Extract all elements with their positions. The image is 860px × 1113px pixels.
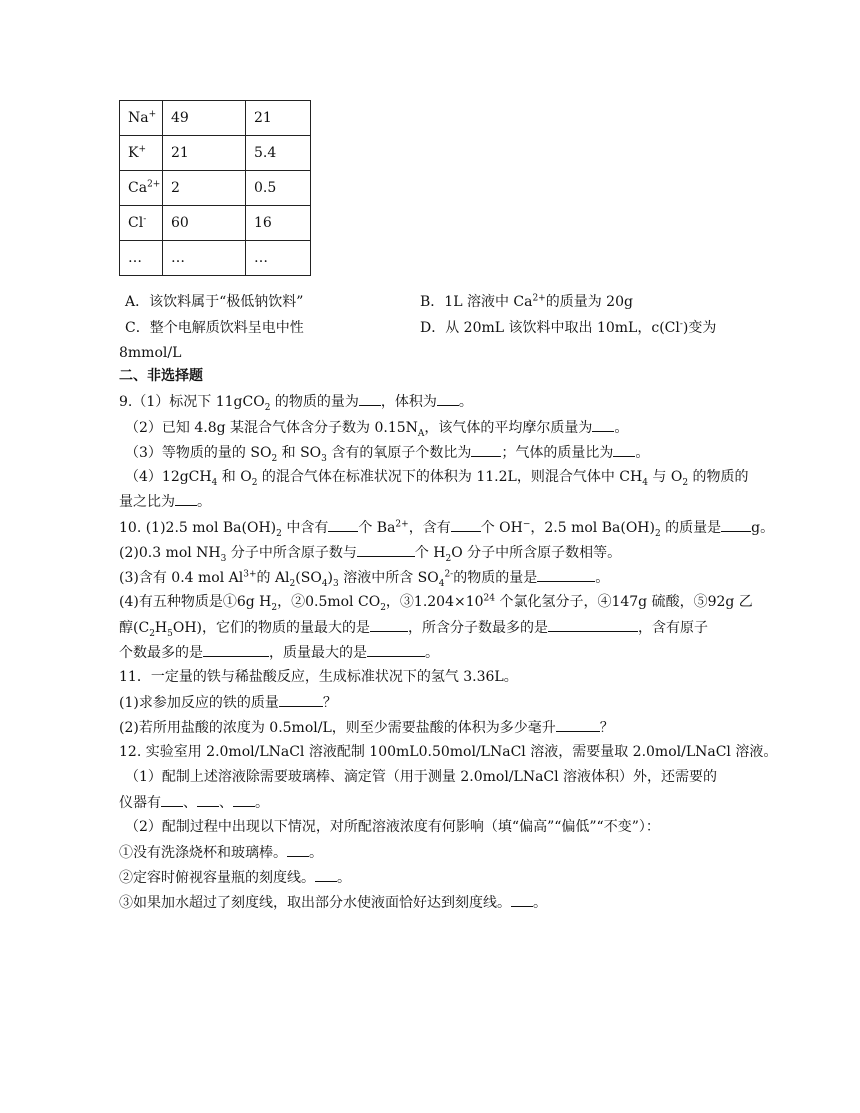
subscript: 2 [271, 453, 278, 464]
answer-blank [359, 391, 381, 406]
text-segment: 和 SO [277, 445, 322, 461]
text-segment: ，2.5 mol Ba(OH) [530, 520, 655, 536]
text-segment: （2）已知 4.8g 某混合气体含分子数为 0.15N [125, 420, 418, 436]
text-segment: ①没有洗涤烧杯和玻璃棒。 [119, 845, 287, 861]
q11-stem: 11．一定量的铁与稀盐酸反应，生成标准状况下的氢气 3.36L。 [119, 669, 518, 685]
answer-blank [287, 842, 309, 857]
value-cell: 21 [163, 136, 246, 171]
table-row [120, 206, 311, 241]
subscript: 2 [289, 578, 296, 589]
text-segment: )变为 [682, 320, 717, 336]
text-segment: （3）等物质的量的 SO [125, 445, 272, 461]
text-segment: 。 [533, 895, 547, 911]
ion-charge: 2+ [147, 179, 161, 190]
q10-part4-line2 [119, 617, 708, 638]
superscript: 2- [444, 569, 454, 580]
ion-cell [120, 101, 163, 136]
table-row [120, 101, 311, 136]
value-cell: … [246, 241, 311, 276]
text-segment: g。 [751, 520, 775, 536]
ion-charge: - [143, 214, 147, 225]
q12-item2 [119, 867, 351, 888]
ion-charge: + [148, 109, 157, 120]
table-row [120, 241, 311, 276]
option-b [420, 292, 633, 312]
text-segment: 。 [255, 795, 269, 811]
text-segment: 的物质的量是 [453, 570, 538, 586]
answer-blank [279, 692, 323, 707]
ion-charge: + [138, 144, 147, 155]
text-segment: ，体积为 [380, 394, 437, 410]
value-cell: 16 [246, 206, 311, 241]
superscript: 3+ [243, 569, 257, 580]
text-segment: (SO [295, 570, 322, 586]
q10-part1 [119, 517, 774, 538]
value-cell: 5.4 [246, 136, 311, 171]
answer-blank [161, 792, 183, 807]
ion-cell [120, 241, 163, 276]
text-segment: 。 [337, 870, 351, 886]
answer-blank [203, 642, 269, 657]
superscript: − [522, 519, 531, 530]
text-segment: ，③1.204×10 [385, 594, 484, 610]
answer-blank [315, 867, 337, 882]
q9-part2 [125, 417, 628, 438]
value-cell: 2 [163, 171, 246, 206]
subscript: 2 [149, 628, 155, 639]
q9-part4-cont [119, 491, 211, 512]
text-segment: B．1L 溶液中 Ca [420, 294, 533, 310]
text-segment: 含有的氧原子个数比为 [326, 445, 472, 461]
text-segment: D．从 20mL 该饮料中取出 10mL，c(Cl [420, 320, 680, 336]
text-segment: 溶液中所含 SO [338, 570, 439, 586]
text-segment: 。 [425, 645, 439, 661]
text-segment: 。 [197, 494, 211, 510]
q11-part2 [119, 717, 614, 738]
q9-part3 [125, 442, 649, 463]
text-segment: ？ [599, 720, 614, 736]
text-segment: (4)有五种物质是①6g H [119, 594, 272, 610]
subscript: 3 [220, 553, 227, 564]
answer-blank [537, 567, 595, 582]
ion-cell [120, 136, 163, 171]
answer-blank [511, 892, 533, 907]
subscript: 3 [321, 453, 327, 464]
answer-blank [451, 517, 481, 532]
ion-cell [120, 206, 163, 241]
text-segment: 的物质的量为 [270, 394, 359, 410]
text-segment: 9.（1）标况下 11gCO [119, 394, 265, 410]
value-cell: … [163, 241, 246, 276]
section-heading: 二、非选择题 [119, 368, 203, 384]
value-cell: 49 [163, 101, 246, 136]
text-segment: ，所含分子数最多的是 [408, 620, 549, 636]
subscript: 2 [264, 402, 271, 413]
q9-part4 [125, 467, 749, 487]
superscript: 2+ [532, 293, 546, 304]
subscript: 3 [333, 578, 339, 589]
answer-blank [613, 442, 635, 457]
subscript: 2 [276, 528, 282, 539]
text-segment: 个 Ba [358, 520, 396, 536]
q12-part1: （1）配制上述溶液除需要玻璃棒、滴定管（用于测量 2.0mol/LNaCl 溶液体积）外，还需要的 [125, 769, 718, 785]
answer-blank [370, 617, 408, 632]
q12-part1-cont [119, 792, 269, 813]
text-segment: 与 O [647, 469, 683, 485]
ion-cell [120, 171, 163, 206]
text-segment: 个氯化氢分子，④147g 硫酸，⑤92g 乙 [495, 594, 753, 610]
text-segment: （4）12gCH [125, 469, 212, 485]
text-segment: 的混合气体在标准状况下的体积为 11.2L，则混合气体中 CH [257, 469, 643, 485]
text-segment: 。 [635, 445, 650, 461]
text-segment: 个 H [414, 545, 446, 561]
text-segment: (3)含有 0.4 mol Al [119, 570, 244, 586]
q9-part1 [119, 391, 473, 412]
subscript: 2 [380, 602, 386, 613]
text-segment: 。 [458, 394, 473, 410]
q11-part1 [119, 692, 337, 713]
answer-blank [548, 617, 638, 632]
text-segment: (2)若所用盐酸的浓度为 0.5mol/L，则至少需要盐酸的体积为多少毫升 [119, 720, 556, 736]
q12-item3 [119, 892, 547, 913]
ion-symbol: … [128, 250, 142, 266]
answer-blank [721, 517, 751, 532]
text-segment: ？ [322, 695, 337, 711]
value-cell: 21 [246, 101, 311, 136]
text-segment: 量之比为 [119, 494, 175, 510]
text-segment: 、 [183, 795, 197, 811]
text-segment: 。 [614, 420, 629, 436]
text-segment: ，②0.5mol CO [277, 594, 381, 610]
text-segment: 10. (1)2.5 mol Ba(OH) [119, 520, 277, 536]
text-segment: 醇(C [119, 620, 150, 636]
text-segment: ，该气体的平均摩尔质量为 [424, 420, 593, 436]
q12-part2: （2）配制过程中出现以下情况，对所配溶液浓度有何影响（填“偏高”“偏低”“不变”）： [125, 819, 660, 835]
q12-stem: 12. 实验室用 2.0mol/LNaCl 溶液配制 100mL0.50mol/LNaCl 溶液，需要量取 2.0mol/LNaCl 溶液。 [119, 744, 778, 760]
option-a: A．该饮料属于“极低钠饮料” [125, 294, 304, 310]
text-segment: ，质量最大的是 [269, 645, 367, 661]
answer-blank [437, 391, 459, 406]
text-segment: 的物质的 [688, 469, 749, 485]
text-segment: ) [327, 570, 334, 586]
table-row [120, 136, 311, 171]
text-segment: 分子中所含原子数与 [226, 545, 357, 561]
option-d [420, 318, 716, 338]
text-segment: (2)0.3 mol NH [119, 545, 221, 561]
q10-part4-line3 [119, 642, 439, 663]
value-cell: 60 [163, 206, 246, 241]
text-segment: O 分子中所含原子数相等。 [451, 545, 622, 561]
text-segment: 、 [219, 795, 233, 811]
answer-blank [592, 417, 614, 432]
option-d-cont: 8mmol/L [119, 345, 182, 361]
superscript: 24 [483, 593, 495, 604]
ion-symbol: Na [128, 110, 149, 126]
option-c: C．整个电解质饮料呈电中性 [125, 320, 304, 336]
answer-blank [197, 792, 219, 807]
superscript: - [679, 319, 683, 330]
text-segment: 个 OH [480, 520, 523, 536]
text-segment: 的质量是 [660, 520, 722, 536]
text-segment: 个数最多的是 [119, 645, 203, 661]
text-segment: 和 O [217, 469, 252, 485]
superscript: 2+ [395, 519, 409, 530]
subscript: 5 [167, 628, 173, 639]
text-segment: (1)求参加反应的铁的质量 [119, 695, 279, 711]
subscript: 4 [438, 578, 445, 589]
text-segment: H [154, 620, 168, 636]
text-segment: ②定容时俯视容量瓶的刻度线。 [119, 870, 315, 886]
subscript: 4 [211, 477, 218, 488]
value-cell: 0.5 [246, 171, 311, 206]
q10-part3 [119, 567, 609, 588]
subscript: 2 [271, 602, 278, 613]
subscript: 2 [445, 553, 452, 564]
text-segment: OH)，它们的物质的量最大的是 [172, 620, 371, 636]
ion-symbol: K [128, 145, 139, 161]
subscript: 2 [251, 477, 258, 488]
answer-blank [175, 491, 197, 506]
subscript: A [417, 428, 425, 439]
q12-item1 [119, 842, 323, 863]
text-segment: ③如果加水超过了刻度线，取出部分水使液面恰好达到刻度线。 [119, 895, 511, 911]
ion-concentration-table [119, 100, 311, 276]
text-segment: 中含有 [281, 520, 329, 536]
text-segment: 的质量为 20g [545, 294, 633, 310]
answer-blank [367, 642, 425, 657]
text-segment: 的 Al [256, 570, 290, 586]
ion-symbol: Ca [128, 180, 148, 196]
text-segment: ，含有原子 [638, 620, 709, 636]
text-segment: 。 [309, 845, 323, 861]
text-segment: ；气体的质量比为 [501, 445, 614, 461]
q10-part2 [119, 542, 621, 563]
subscript: 4 [321, 578, 328, 589]
text-segment: ，含有 [408, 520, 451, 536]
answer-blank [471, 442, 501, 457]
subscript: 2 [654, 528, 661, 539]
answer-blank [357, 542, 415, 557]
subscript: 2 [682, 477, 689, 488]
q10-part4 [119, 592, 753, 612]
table-row [120, 171, 311, 206]
text-segment: 。 [595, 570, 610, 586]
answer-blank [556, 717, 600, 732]
subscript: 4 [642, 477, 648, 488]
text-segment: 仪器有 [119, 795, 161, 811]
ion-symbol: Cl [128, 215, 144, 231]
answer-blank [233, 792, 255, 807]
answer-blank [328, 517, 358, 532]
